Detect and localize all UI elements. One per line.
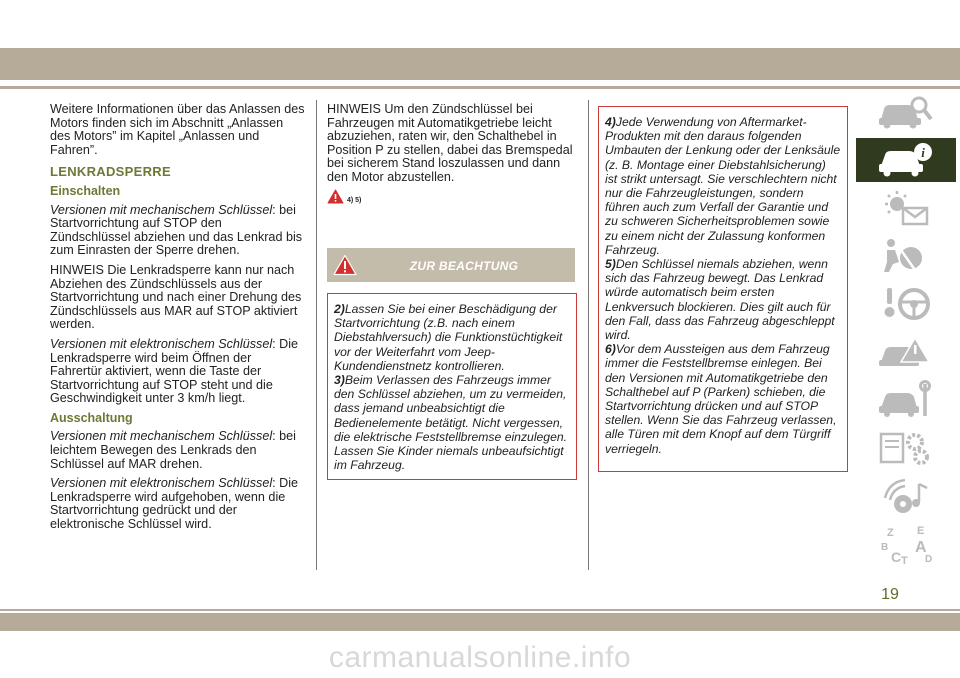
- note-item: [605, 257, 841, 342]
- bottom-rule: [0, 609, 960, 611]
- car-breakdown-icon: [875, 332, 937, 372]
- paragraph-text: : bei Startvorrichtung auf STOP den Zündschlüssel abziehen und das Lenkrad bis zum Einrasten der Sperre drehen.: [50, 202, 303, 258]
- warning-reference: [327, 189, 579, 204]
- tab-steering[interactable]: [858, 282, 954, 326]
- note-item: [334, 302, 570, 373]
- index-letter: C: [891, 549, 902, 565]
- airbag-safety-icon: [875, 236, 937, 276]
- index-letter: B: [881, 542, 889, 553]
- tab-warning-lights[interactable]: [858, 186, 954, 230]
- warning-triangle-icon: [327, 189, 344, 204]
- tab-multimedia[interactable]: [858, 474, 954, 518]
- paragraph: [50, 338, 305, 406]
- warning-refs: 4) 5): [347, 196, 362, 204]
- column-2: [327, 103, 579, 204]
- subheading-ausschaltung: Ausschaltung: [50, 410, 133, 425]
- attention-title: ZUR BEACHTUNG: [409, 259, 519, 273]
- note-text: Vor dem Aussteigen aus dem Fahrzeug immer die Feststellbremse einlegen. Bei den Versionen mit Automatikgetriebe den Schalthebel auf P (Parken) schieben, die Startvorrichtung drücken und auf STOP stellen. Wenn Sie das Fahrzeug verlassen, alle Türen mit dem Knopf auf dem Türgriff verriegeln.: [605, 342, 837, 456]
- italic-label: Versionen mit mechanischem Schlüssel: [50, 202, 273, 217]
- car-info-icon: [875, 140, 937, 180]
- hinweis-paragraph: HINWEIS Um den Zündschlüssel bei Fahrzeugen mit Automatikgetriebe leicht abzuziehen, raten wir, den Schalthebel in Position P zu stellen, dabei das Bremspedal bei sicherem Stand loszulassen und dann den Motor abzustellen.: [327, 102, 573, 184]
- technical-data-gears-icon: [875, 428, 937, 468]
- column-1: [50, 103, 305, 538]
- tab-technical-data[interactable]: [858, 426, 954, 470]
- watermark: carmanualsonline.info: [328, 641, 632, 674]
- section-title: LENKRADSPERRE: [50, 164, 171, 180]
- tab-car-search[interactable]: [858, 90, 954, 134]
- car-maintenance-icon: [875, 380, 937, 420]
- note-item: [605, 342, 841, 456]
- alphabetical-index-icon: [875, 522, 937, 566]
- italic-label: Versionen mit elektronischem Schlüssel: [50, 336, 273, 351]
- note-item: [334, 373, 570, 472]
- note-number: 6): [605, 342, 616, 357]
- car-search-icon: [875, 92, 937, 132]
- note-number: 5): [605, 257, 616, 272]
- subheading-einschalten: Einschalten: [50, 183, 121, 198]
- warning-notes-box: [327, 293, 577, 480]
- page-number: 19: [881, 586, 899, 603]
- tab-index[interactable]: [858, 522, 954, 566]
- bottom-banner: [0, 613, 960, 631]
- paragraph-text: : Die Lenkradsperre wird beim Öffnen der Fahrertür aktiviert, wenn die Taste der Startvorrichtung auf STOP steht und die Geschwindigkeit unter 3 km/h liegt.: [50, 336, 299, 406]
- top-banner: [0, 48, 960, 80]
- paragraph: HINWEIS Die Lenkradsperre kann nur nach Abziehen des Zündschlüssels aus der Startvorrichtung und nach einer Drehung des Zündschlüssels aus MAR auf STOP aktiviert werden.: [50, 262, 302, 332]
- index-letter: Z: [887, 527, 894, 539]
- note-number: 2): [334, 302, 345, 316]
- note-text: Jede Verwendung von Aftermarket-Produkten mit den daraus folgenden Umbauten der Lenkung oder der Lenksäule (z. B. Montage einer Diebstahlsicherung) ist strikt untersagt. Sie verschlechtern nicht nur die Fahrzeugleistungen, sondern führen auch zum Verfall der Garantie und zu schweren Sicherheitsproblemen sowie zu einem nicht der Zulassung konformen Fahrzeug.: [605, 115, 841, 257]
- column-divider: [588, 100, 589, 570]
- paragraph: [50, 204, 305, 258]
- index-letter: E: [917, 525, 925, 537]
- tab-maintenance[interactable]: [858, 378, 954, 422]
- note-number: 3): [334, 373, 345, 388]
- steering-wheel-icon: [875, 284, 937, 324]
- attention-header: [327, 248, 575, 282]
- note-item: [605, 115, 841, 257]
- warning-notes-box: [598, 106, 848, 472]
- note-text: Beim Verlassen des Fahrzeugs immer den Schlüssel abziehen, um zu vermeiden, dass jemand unbeabsichtigt die Bedienelemente betätigt. Nicht vergessen, die elektrische Feststellbremse einzulegen. Lassen Sie Kinder niemals unbeaufsichtigt im Fahrzeug.: [334, 373, 568, 473]
- intro-paragraph: Weitere Informationen über das Anlassen des Motors finden sich im Abschnitt „Anlassen des Motors” im Kapitel „Anlassen und Fahren”.: [50, 102, 305, 157]
- note-text: Den Schlüssel niemals abziehen, wenn sich das Fahrzeug bewegt. Das Lenkrad würde automatisch beim ersten Lenkversuch blockieren. Dies gilt auch für den Fall, dass das Fahrzeug abgeschleppt wird.: [605, 257, 835, 343]
- svg-text:i: i: [921, 145, 925, 160]
- note-text: Lassen Sie bei einer Beschädigung der Startvorrichtung (z.B. nach einem Diebstahlversuch) die Funktionstüchtigkeit vor der Weiterfahrt vom Jeep-Kundendienstnetz kontrollieren.: [334, 302, 563, 373]
- column-divider: [316, 100, 317, 570]
- chapter-tabs: [856, 87, 960, 609]
- tab-breakdown[interactable]: [858, 330, 954, 374]
- index-letter: A: [915, 539, 927, 556]
- paragraph-text: : Die Lenkradsperre wird aufgehoben, wenn die Startvorrichtung gedrückt und der elektronische Schlüssel wird.: [50, 476, 299, 532]
- italic-label: Versionen mit elektronischem Schlüssel: [50, 476, 273, 491]
- multimedia-icon: [875, 476, 937, 516]
- index-letter: D: [925, 554, 933, 565]
- note-number: 4): [605, 115, 616, 129]
- tab-safety[interactable]: [858, 234, 954, 278]
- tab-car-info[interactable]: [856, 138, 956, 182]
- paragraph: [50, 430, 305, 471]
- top-rule: [0, 86, 960, 89]
- index-letter: T: [901, 555, 908, 566]
- paragraph-text: : bei leichtem Bewegen des Lenkrads den Schlüssel auf MAR drehen.: [50, 429, 296, 471]
- warning-lights-icon: [875, 188, 937, 228]
- italic-label: Versionen mit mechanischem Schlüssel: [50, 429, 273, 444]
- paragraph: [50, 477, 305, 531]
